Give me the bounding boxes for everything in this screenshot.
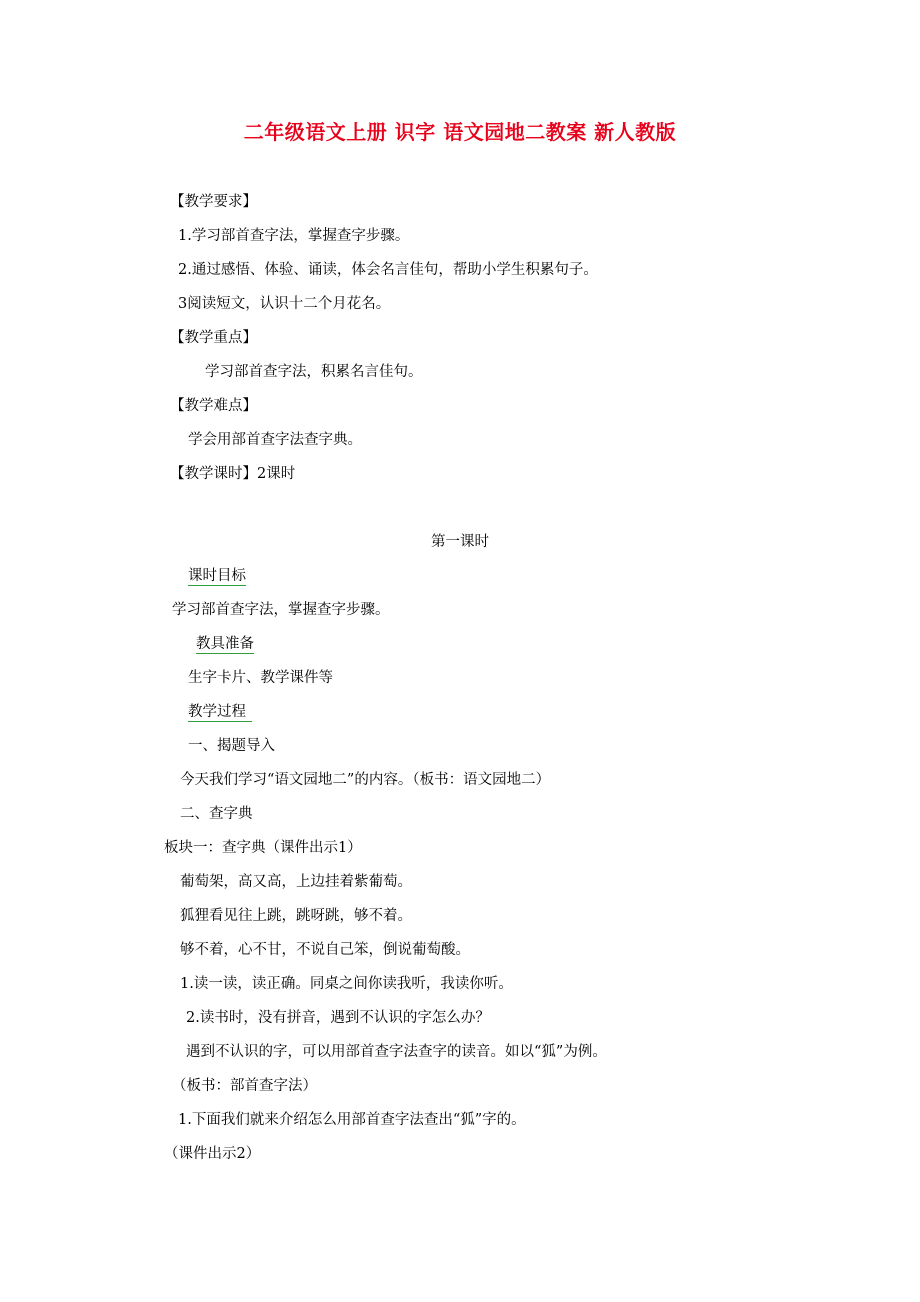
- block1: 板块一：查字典（课件出示1）: [164, 840, 362, 856]
- document-title: 二年级语文上册 识字 语文园地二教案 新人教版: [243, 120, 677, 144]
- key-text: 学习部首查字法，积累名言佳句。: [205, 364, 423, 380]
- question-1: 1.读一读，读正确。同桌之间你读我听，我读你听。: [180, 976, 513, 992]
- step2: 二、查字典: [180, 806, 253, 822]
- poem-line-2: 狐狸看见往上跳，跳呀跳，够不着。: [180, 908, 412, 924]
- prep-text: 生字卡片、教学课件等: [188, 670, 333, 686]
- key-heading: 【教学重点】: [170, 330, 257, 346]
- step1-text: 今天我们学习“语文园地二”的内容。（板书：语文园地二）: [180, 772, 551, 788]
- step1: 一、揭题导入: [188, 738, 275, 754]
- lesson1-heading: 第一课时: [431, 534, 489, 550]
- requirement-2: 2.通过感悟、体验、诵读，体会名言佳句，帮助小学生积累句子。: [178, 262, 598, 278]
- hours-line: 【教学课时】2课时: [170, 466, 296, 482]
- requirement-1: 1.学习部首查字法，掌握查字步骤。: [178, 228, 410, 244]
- poem-line-3: 够不着，心不甘，不说自己笨，倒说葡萄酸。: [180, 942, 470, 958]
- question-2: 2.读书时，没有拼音，遇到不认识的字怎么办？: [186, 1010, 490, 1026]
- difficulty-text: 学会用部首查字法查字典。: [188, 432, 362, 448]
- goal-heading: 课时目标: [188, 568, 246, 584]
- goal-text: 学习部首查字法，掌握查字步骤。: [172, 602, 390, 618]
- intro-line: 1.下面我们就来介绍怎么用部首查字法查出“狐”字的。: [178, 1112, 526, 1128]
- process-heading: 教学过程: [188, 704, 252, 722]
- courseware-2: （课件出示2）: [164, 1146, 261, 1162]
- question-2-answer: 遇到不认识的字，可以用部首查字法查字的读音。如以“狐”为例。: [186, 1044, 607, 1060]
- prep-heading: 教具准备: [196, 636, 254, 652]
- difficulty-heading: 【教学难点】: [170, 398, 257, 414]
- requirements-heading: 【教学要求】: [170, 194, 257, 210]
- board-note: （板书：部首查字法）: [172, 1078, 317, 1094]
- poem-line-1: 葡萄架，高又高，上边挂着紫葡萄。: [180, 874, 412, 890]
- requirement-3: 3阅读短文，认识十二个月花名。: [178, 296, 391, 312]
